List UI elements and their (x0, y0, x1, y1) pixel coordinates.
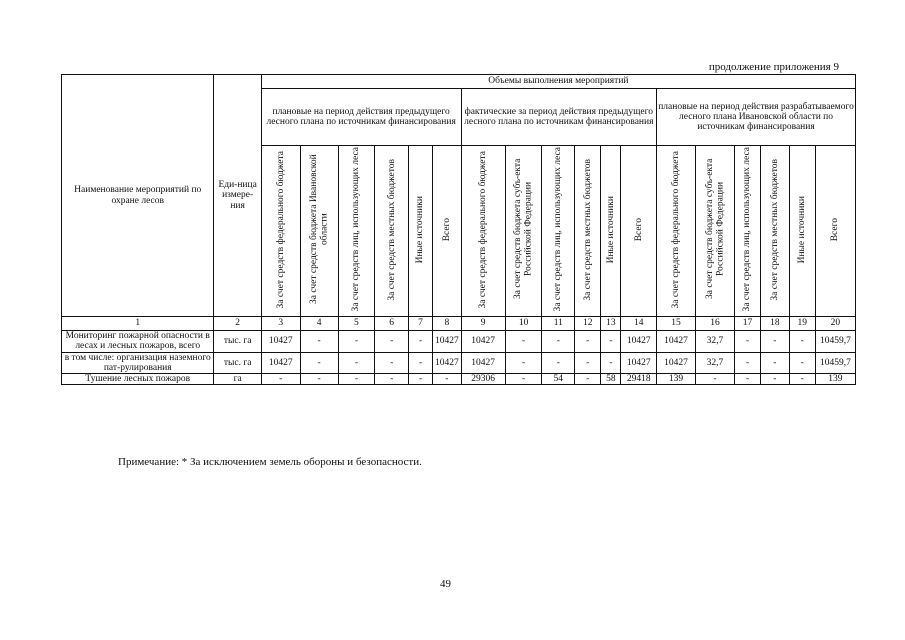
funding-source-header (761, 146, 789, 317)
column-number: 15 (657, 317, 696, 331)
funding-source-header (433, 146, 461, 317)
funding-source-label: За счет средств федерального бюджета (275, 150, 286, 309)
value-cell: 10427 (461, 352, 505, 374)
funding-source-label: За счет средств местных бюджетов (386, 158, 397, 301)
column-number: 17 (734, 317, 760, 331)
funding-source-header (601, 146, 621, 317)
value-cell: - (601, 331, 621, 353)
funding-source-header (461, 146, 505, 317)
funding-source-label: За счет средств бюджета субъ-екта Российской Федерации (704, 159, 725, 300)
value-cell: - (375, 374, 409, 385)
funding-source-header (300, 146, 338, 317)
value-cell: - (338, 374, 375, 385)
value-cell: 139 (815, 374, 855, 385)
column-number: 5 (338, 317, 375, 331)
funding-source-label: За счет средств бюджета Ивановской области (308, 154, 330, 305)
page-number: 49 (440, 578, 451, 590)
column-number: 1 (62, 317, 214, 331)
activity-name: Мониторинг пожарной опасности в лесах и лесных пожаров, всего (62, 331, 214, 353)
value-cell: - (542, 331, 575, 353)
funding-source-label: За счет средств местных бюджетов (582, 158, 593, 301)
value-cell: - (761, 374, 789, 385)
funding-source-label: За счет средств федерального бюджета (477, 150, 488, 309)
table-row (62, 352, 856, 374)
column-number: 16 (695, 317, 734, 331)
value-cell: 10427 (657, 352, 696, 374)
value-cell: - (761, 331, 789, 353)
funding-source-header (575, 146, 601, 317)
value-cell: 54 (542, 374, 575, 385)
funding-source-header (261, 146, 300, 317)
funding-source-header (542, 146, 575, 317)
funding-source-header (621, 146, 657, 317)
value-cell: - (789, 374, 815, 385)
value-cell: - (375, 331, 409, 353)
column-number: 6 (375, 317, 409, 331)
funding-source-label: Всего (441, 217, 452, 242)
value-cell: - (408, 352, 432, 374)
name-column-header: Наименование мероприятий по охране лесов (62, 75, 214, 317)
value-cell: - (789, 352, 815, 374)
value-cell: - (789, 331, 815, 353)
funding-source-label: Всего (633, 217, 644, 242)
value-cell: - (433, 374, 461, 385)
value-cell: - (575, 331, 601, 353)
continuation-label: продолжение приложения 9 (708, 61, 839, 73)
funding-source-label: Иные источники (415, 195, 426, 264)
value-cell: - (338, 331, 375, 353)
forest-protection-table (61, 74, 856, 385)
value-cell: - (575, 374, 601, 385)
funding-source-header (789, 146, 815, 317)
funding-source-header (338, 146, 375, 317)
planned-new-header: плановые на период действия разрабатываемого лесного плана Ивановской области по источникам финансирования (657, 89, 856, 146)
value-cell: - (505, 374, 542, 385)
column-number: 13 (601, 317, 621, 331)
value-cell: - (300, 374, 338, 385)
value-cell: - (695, 374, 734, 385)
value-cell: - (505, 331, 542, 353)
funding-source-label: За счет средств местных бюджетов (769, 158, 780, 301)
value-cell: 32,7 (695, 352, 734, 374)
funding-source-label: Иные источники (605, 195, 616, 264)
funding-source-header (695, 146, 734, 317)
funding-source-header (375, 146, 409, 317)
value-cell: - (300, 352, 338, 374)
funding-source-label: Иные источники (797, 195, 808, 264)
funding-source-header (734, 146, 760, 317)
value-cell: - (338, 352, 375, 374)
value-cell: - (505, 352, 542, 374)
column-number: 4 (300, 317, 338, 331)
value-cell: 10427 (621, 352, 657, 374)
funding-source-header (657, 146, 696, 317)
value-cell: 32,7 (695, 331, 734, 353)
funding-source-header (505, 146, 542, 317)
value-cell: - (408, 374, 432, 385)
value-cell: 29306 (461, 374, 505, 385)
value-cell: - (300, 331, 338, 353)
planned-previous-header: плановые на период действия предыдущего лесного плана по источникам финансирования (261, 89, 461, 146)
value-cell: 139 (657, 374, 696, 385)
column-number: 9 (461, 317, 505, 331)
actual-previous-header: фактические за период действия предыдущего лесного плана по источникам финансирования (461, 89, 657, 146)
value-cell: - (734, 352, 760, 374)
value-cell: 10459,7 (815, 352, 855, 374)
funding-source-label: За счет средств федерального бюджета (670, 150, 681, 309)
value-cell: - (375, 352, 409, 374)
value-cell: 10459,7 (815, 331, 855, 353)
value-cell: 10427 (657, 331, 696, 353)
value-cell: 10427 (261, 331, 300, 353)
column-number: 11 (542, 317, 575, 331)
column-number: 18 (761, 317, 789, 331)
column-number: 12 (575, 317, 601, 331)
value-cell: 10427 (461, 331, 505, 353)
activity-name: Тушение лесных пожаров (62, 374, 214, 385)
column-number: 19 (789, 317, 815, 331)
funding-source-header (408, 146, 432, 317)
column-number: 3 (261, 317, 300, 331)
column-number: 10 (505, 317, 542, 331)
funding-source-header (815, 146, 855, 317)
value-cell: - (575, 352, 601, 374)
funding-source-label: За счет средств лиц, использующих леса (351, 147, 362, 312)
value-cell: - (761, 352, 789, 374)
value-cell: 10427 (433, 352, 461, 374)
unit-cell: га (214, 374, 261, 385)
column-number: 2 (214, 317, 261, 331)
funding-source-label: Всего (830, 217, 841, 242)
funding-source-label: За счет средств бюджета субъ-екта Российской Федерации (513, 159, 534, 300)
value-cell: 29418 (621, 374, 657, 385)
value-cell: - (542, 352, 575, 374)
column-number: 20 (815, 317, 855, 331)
activity-name: в том числе: организация наземного пат-рулирования (62, 352, 214, 374)
value-cell: - (261, 374, 300, 385)
funding-source-label: За счет средств лиц, использующих леса (553, 147, 564, 312)
value-cell: 10427 (433, 331, 461, 353)
column-number: 7 (408, 317, 432, 331)
value-cell: 10427 (621, 331, 657, 353)
unit-cell: тыс. га (214, 352, 261, 374)
value-cell: - (601, 352, 621, 374)
column-number: 8 (433, 317, 461, 331)
unit-cell: тыс. га (214, 331, 261, 353)
table-row (62, 374, 856, 385)
value-cell: - (734, 331, 760, 353)
column-number: 14 (621, 317, 657, 331)
value-cell: 10427 (261, 352, 300, 374)
unit-column-header: Еди-ница измере-ния (214, 75, 261, 317)
value-cell: - (734, 374, 760, 385)
volumes-header: Объемы выполнения мероприятий (261, 75, 855, 89)
funding-source-label: За счет средств лиц, использующих леса (742, 147, 753, 312)
note: Примечание: * За исключением земель обороны и безопасности. (118, 456, 422, 468)
value-cell: 58 (601, 374, 621, 385)
value-cell: - (408, 331, 432, 353)
table-row (62, 331, 856, 353)
